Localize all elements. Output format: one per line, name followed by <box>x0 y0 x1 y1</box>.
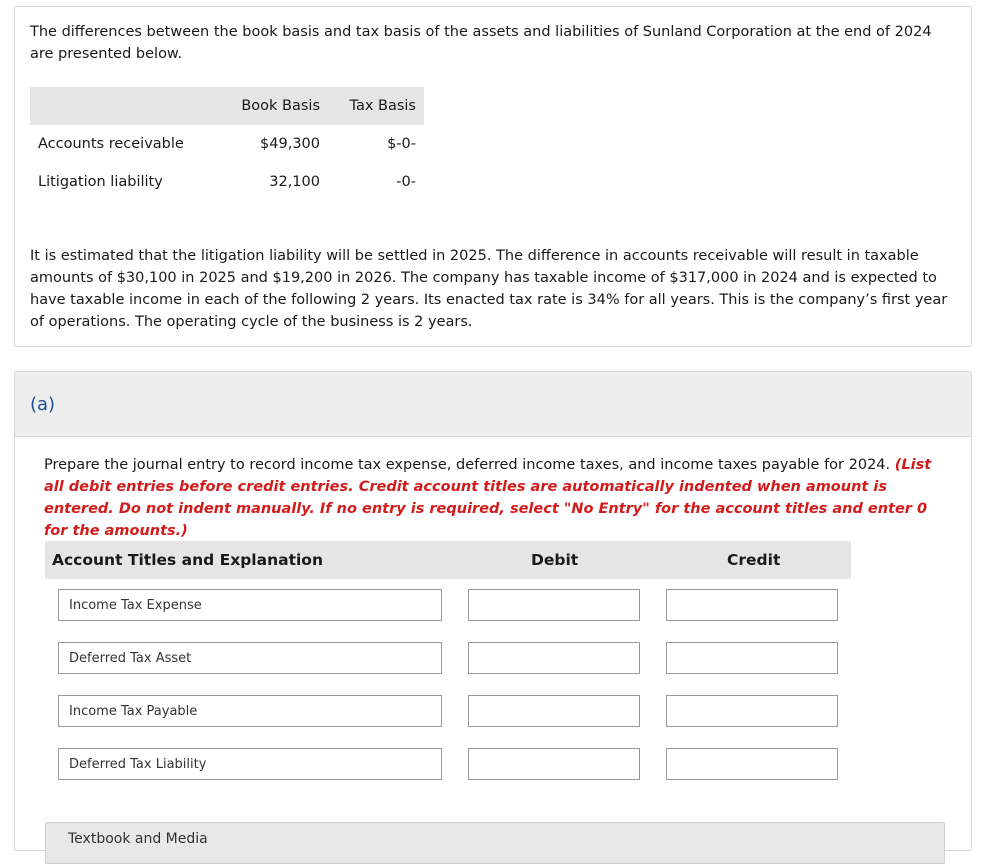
instructions-main: Prepare the journal entry to record income tax expense, deferred income taxes, and income taxes payable for 2024. <box>44 457 895 473</box>
credit-input[interactable] <box>666 642 838 674</box>
debit-column-header: Debit <box>531 551 579 569</box>
basis-header-tax: Tax Basis <box>328 87 424 125</box>
credit-input[interactable] <box>666 589 838 621</box>
account-title-input[interactable] <box>58 642 442 674</box>
basis-table <box>30 87 424 201</box>
debit-input[interactable] <box>468 589 640 621</box>
instructions <box>44 454 949 542</box>
basis-row-book: $49,300 <box>260 136 320 152</box>
basis-row-book: 32,100 <box>269 174 320 190</box>
account-title-input[interactable] <box>58 589 442 621</box>
textbook-media-label: Textbook and Media <box>68 831 208 847</box>
basis-row-label: Litigation liability <box>38 174 163 190</box>
journal-header <box>45 541 851 579</box>
basis-row-label: Accounts receivable <box>38 136 184 152</box>
account-column-header: Account Titles and Explanation <box>52 551 323 569</box>
account-title-input[interactable] <box>58 748 442 780</box>
part-header <box>15 372 971 437</box>
part-a-panel <box>14 371 972 851</box>
intro-text: The differences between the book basis and tax basis of the assets and liabilities of Sunland Corporation at the end of 2024 are presented below. <box>30 24 932 62</box>
credit-input[interactable] <box>666 748 838 780</box>
credit-input[interactable] <box>666 695 838 727</box>
textbook-media-bar[interactable] <box>45 822 945 864</box>
basis-header-book: Book Basis <box>196 87 328 125</box>
table-row <box>30 125 424 163</box>
part-label: (a) <box>30 394 56 415</box>
table-row <box>30 163 424 201</box>
instructions-note: (List all debit entries before credit entries. Credit account titles are automatically indented when amount is entered. Do not indent manually. If no entry is required, select "No Entry" for the account titles and enter 0 for the amounts.) <box>44 457 932 539</box>
basis-header-label <box>30 87 196 125</box>
debit-input[interactable] <box>468 748 640 780</box>
basis-row-tax: -0- <box>396 174 416 190</box>
credit-column-header: Credit <box>727 551 781 569</box>
debit-input[interactable] <box>468 695 640 727</box>
account-title-input[interactable] <box>58 695 442 727</box>
basis-header-row <box>30 87 424 125</box>
problem-panel <box>14 6 972 347</box>
basis-row-tax: $-0- <box>387 136 416 152</box>
problem-details: It is estimated that the litigation liability will be settled in 2025. The difference in accounts receivable will result in taxable amounts of $30,100 in 2025 and $19,200 in 2026. The company has taxable income of $317,000 in 2024 and is expected to have taxable income in each of the following 2 years. Its enacted tax rate is 34% for all years. This is the company’s first year of operations. The operating cycle of the business is 2 years. <box>30 248 948 330</box>
debit-input[interactable] <box>468 642 640 674</box>
